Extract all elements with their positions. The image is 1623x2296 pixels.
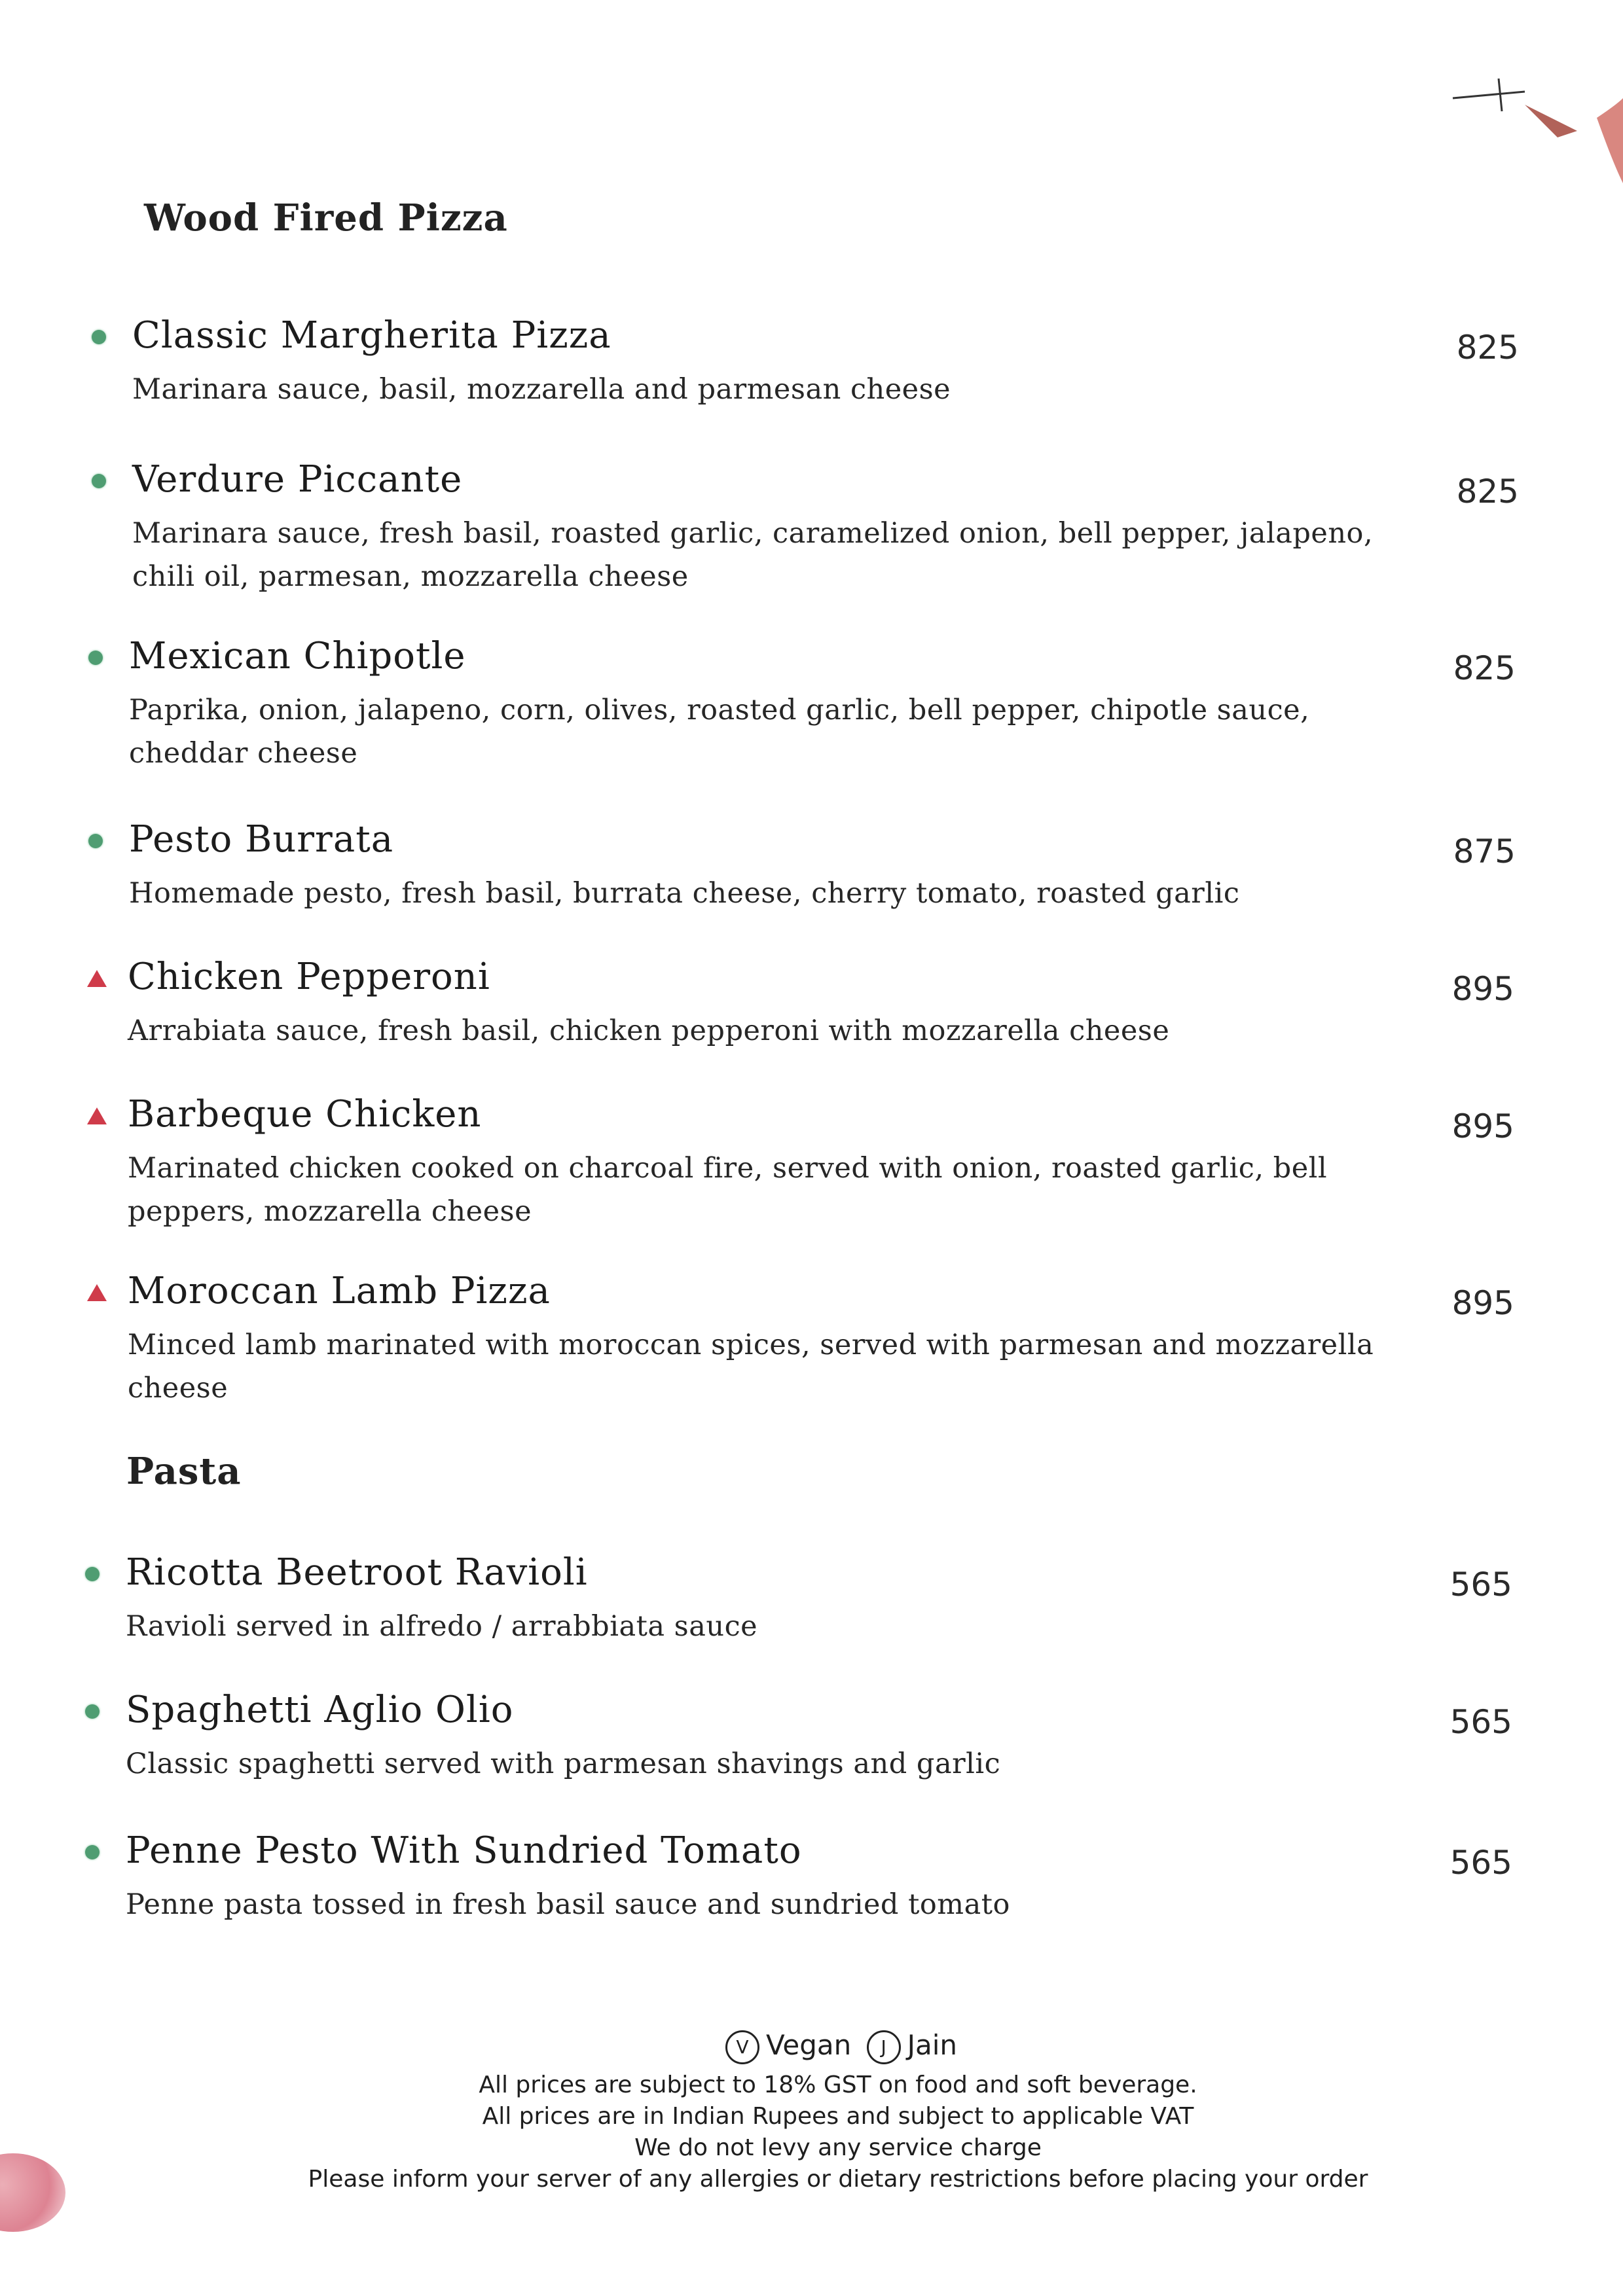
veg-marker-icon	[85, 1704, 100, 1719]
veg-marker-icon	[85, 1845, 100, 1859]
item-description: Minced lamb marinated with moroccan spices, served with parmesan and mozzarella cheese	[128, 1329, 1374, 1405]
item-price: 895	[1451, 970, 1514, 1008]
section-title-pasta: Pasta	[126, 1450, 242, 1493]
item-name: Pesto Burrata	[129, 818, 394, 861]
veg-marker-icon	[88, 834, 103, 848]
item-description: Marinara sauce, basil, mozzarella and parmesan cheese	[132, 373, 951, 406]
item-description: Marinated chicken cooked on charcoal fire, served with onion, roasted garlic, bell peppers, mozzarella cheese	[128, 1152, 1328, 1228]
item-name: Classic Margherita Pizza	[132, 314, 611, 357]
item-price: 895	[1451, 1107, 1514, 1145]
veg-marker-icon	[88, 651, 103, 665]
item-name: Spaghetti Aglio Olio	[126, 1689, 514, 1731]
jain-label: Jain	[907, 2029, 958, 2061]
non-veg-marker-icon	[87, 1284, 107, 1301]
item-price: 895	[1451, 1284, 1514, 1322]
vegan-icon: V	[725, 2030, 759, 2064]
item-price: 565	[1450, 1844, 1512, 1882]
item-price: 875	[1453, 833, 1516, 870]
jain-icon: J	[867, 2030, 901, 2064]
item-price: 565	[1450, 1566, 1512, 1604]
item-price: 825	[1456, 473, 1519, 511]
gst-note: All prices are subject to 18% GST on food and soft beverage.	[479, 2071, 1197, 2098]
item-name: Verdure Piccante	[132, 458, 463, 501]
item-name: Barbeque Chicken	[128, 1093, 482, 1136]
corner-stain-decoration	[0, 2153, 65, 2232]
item-description: Homemade pesto, fresh basil, burrata cheese, cherry tomato, roasted garlic	[129, 877, 1240, 910]
footer-notes	[249, 2029, 1427, 2195]
item-price: 825	[1456, 329, 1519, 367]
item-name: Chicken Pepperoni	[128, 956, 490, 998]
corner-sketch-decoration	[1427, 65, 1623, 183]
section-title-pizza: Wood Fired Pizza	[144, 196, 508, 240]
item-price: 825	[1453, 649, 1516, 687]
item-description: Arrabiata sauce, fresh basil, chicken pepperoni with mozzarella cheese	[128, 1014, 1170, 1047]
veg-marker-icon	[92, 330, 106, 344]
item-description: Ravioli served in alfredo / arrabbiata sauce	[126, 1610, 758, 1643]
service-charge-note: We do not levy any service charge	[634, 2134, 1042, 2161]
item-description: Classic spaghetti served with parmesan shavings and garlic	[126, 1748, 1001, 1780]
item-description: Penne pasta tossed in fresh basil sauce and sundried tomato	[126, 1888, 1010, 1921]
item-price: 565	[1450, 1703, 1512, 1741]
item-name: Mexican Chipotle	[129, 635, 466, 677]
item-name: Ricotta Beetroot Ravioli	[126, 1551, 588, 1594]
allergy-note: Please inform your server of any allergies or dietary restrictions before placing your order	[308, 2165, 1368, 2193]
item-description: Marinara sauce, fresh basil, roasted garlic, caramelized onion, bell pepper, jalapeno, chili oil, parmesan, mozzarella cheese	[132, 517, 1374, 593]
veg-marker-icon	[85, 1567, 100, 1581]
item-name: Moroccan Lamb Pizza	[128, 1270, 551, 1312]
currency-note: All prices are in Indian Rupees and subject to applicable VAT	[482, 2102, 1194, 2130]
non-veg-marker-icon	[87, 1107, 107, 1124]
vegan-label: Vegan	[765, 2029, 852, 2061]
non-veg-marker-icon	[87, 970, 107, 987]
diet-legend	[249, 2029, 1427, 2064]
veg-marker-icon	[92, 474, 106, 488]
item-name: Penne Pesto With Sundried Tomato	[126, 1829, 802, 1872]
item-description: Paprika, onion, jalapeno, corn, olives, roasted garlic, bell pepper, chipotle sauce, cheddar cheese	[129, 694, 1310, 770]
